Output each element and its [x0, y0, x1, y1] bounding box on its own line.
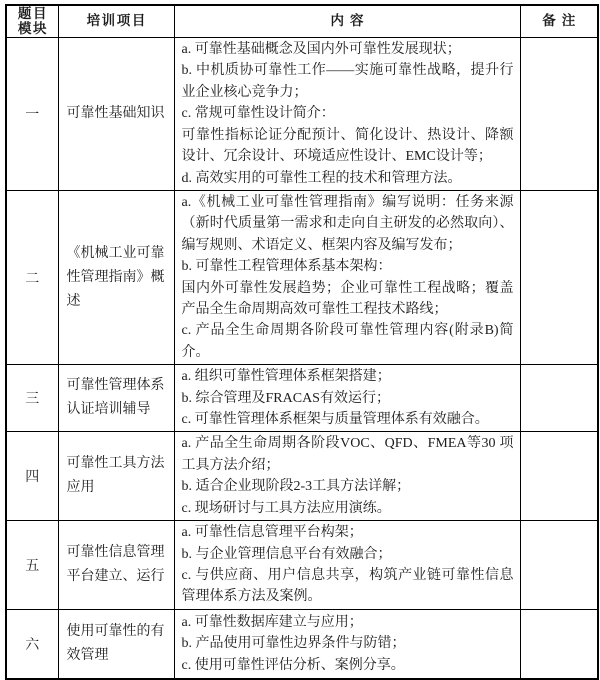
module-number: 一 [6, 38, 58, 191]
header-training-project: 培训项目 [58, 5, 174, 38]
remark-cell [520, 365, 598, 432]
content-cell [174, 38, 520, 191]
content-cell [174, 432, 520, 521]
remark-cell [520, 521, 598, 610]
header-topic-module-line1: 题目 [17, 6, 49, 21]
content-item: a. 产品全生命周期各阶段VOC、QFD、FMEA等30 项工具方法介绍； [181, 436, 514, 473]
content-item: b. 可靠性工程管理体系基本架构： [181, 259, 392, 275]
module-number: 五 [6, 521, 58, 610]
table-row-2 [6, 191, 598, 365]
table-header-row [6, 5, 598, 38]
table-row-1 [6, 38, 598, 191]
table-row-4 [6, 432, 598, 521]
content-item: b. 产品使用可靠性边界条件与防错； [181, 636, 406, 652]
module-number: 六 [6, 609, 58, 679]
table-row-6 [6, 609, 598, 679]
project-name: 《机械工业可靠性管理指南》概述 [58, 191, 174, 365]
content-item: a. 可靠性数据库建立与应用； [181, 614, 363, 630]
module-number: 二 [6, 191, 58, 365]
table-row-3 [6, 365, 598, 432]
content-cell [174, 521, 520, 610]
content-item: c. 常规可靠性设计简介： [181, 106, 335, 122]
content-item: c. 产品全生命周期各阶段可靠性管理内容(附录B)简介。 [181, 323, 514, 360]
content-item: 可靠性指标论证分配预计、简化设计、热设计、降额设计、冗余设计、环境适应性设计、EMC设计等； [181, 127, 514, 165]
content-item: a. 可靠性基础概念及国内外可靠性发展现状； [181, 42, 461, 58]
module-number: 三 [6, 365, 58, 432]
content-item: a. 组织可靠性管理体系框架搭建； [181, 369, 391, 385]
content-item: a. 可靠性信息管理平台构架； [181, 525, 363, 541]
content-cell [174, 191, 520, 365]
content-item: b. 适合企业现阶段2-3工具方法详解； [181, 479, 411, 495]
content-cell [174, 365, 520, 432]
header-content: 内容 [174, 5, 520, 38]
project-name: 可靠性基础知识 [58, 38, 174, 191]
content-item: b. 综合管理及FRACAS有效运行； [181, 390, 390, 406]
content-item: c. 可靠性管理体系框架与质量管理体系有效融合。 [181, 412, 489, 428]
project-name: 可靠性工具方法应用 [58, 432, 174, 521]
module-number: 四 [6, 432, 58, 521]
remark-cell [520, 609, 598, 679]
header-remark: 备注 [520, 5, 598, 38]
training-program-table [5, 4, 599, 680]
remark-cell [520, 191, 598, 365]
remark-cell [520, 38, 598, 191]
content-item: b. 中机质协可靠性工作——实施可靠性战略，提升行业企业核心竞争力； [181, 63, 514, 100]
project-name: 可靠性管理体系认证培训辅导 [58, 365, 174, 432]
content-item: b. 与企业管理信息平台有效融合； [181, 546, 392, 562]
content-item: d. 高效实用的可靠性工程的技术和管理方法。 [181, 170, 462, 186]
header-topic-module [6, 5, 58, 38]
table-row-5 [6, 521, 598, 610]
project-name: 可靠性信息管理平台建立、运行 [58, 521, 174, 610]
content-item: c. 与供应商、用户信息共享，构筑产业链可靠性信息管理体系方法及案例。 [181, 567, 514, 605]
project-name: 使用可靠性的有效管理 [58, 609, 174, 679]
content-cell [174, 609, 520, 679]
content-item: a.《机械工业可靠性管理指南》编写说明：任务来源（新时代质量第一需求和走向自主研发的必然取向）、编写规则、术语定义、框架内容及编写发布； [181, 195, 514, 253]
header-topic-module-line2: 模块 [17, 20, 49, 36]
content-item: c. 使用可靠性评估分析、案例分享。 [181, 657, 405, 673]
remark-cell [520, 432, 598, 521]
content-item: c. 现场研讨与工具方法应用演练。 [181, 500, 391, 516]
content-item: 国内外可靠性发展趋势；企业可靠性工程战略；覆盖产品全生命周期高效可靠性工程技术路线； [181, 280, 514, 318]
